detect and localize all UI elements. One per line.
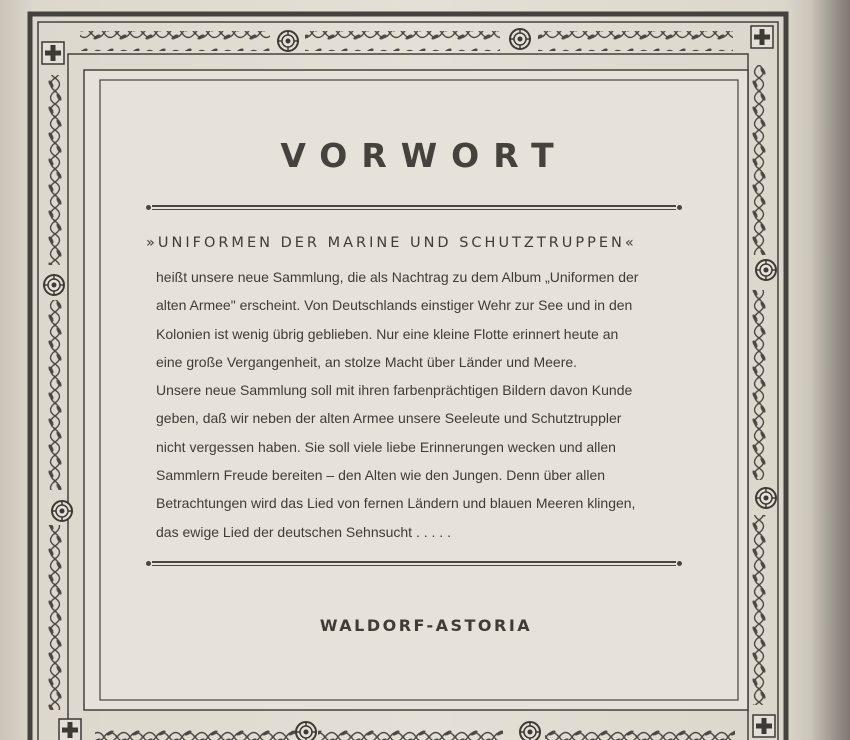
publisher-signature: WALDORF-ASTORIA	[319, 616, 533, 635]
text-line: das ewige Lied der deutschen Sehnsucht . . . . .	[156, 523, 451, 540]
bottom-divider	[146, 560, 682, 568]
preface-text	[156, 263, 686, 546]
text-line: geben, daß wir neben der alten Armee unsere Seeleute und Schutztruppler	[156, 410, 622, 427]
text-line: Betrachtungen wird das Lied von fernen Ländern und blauen Meeren klingen,	[156, 495, 636, 512]
page-edge-shadow	[810, 0, 850, 740]
text-line: nicht vergessen haben. Sie soll viele liebe Erinnerungen wecken und allen	[156, 438, 616, 455]
text-line: Sammlern Freude bereiten – den Alten wie den Jungen. Denn über allen	[156, 467, 606, 484]
collection-heading: »UNIFORMEN DER MARINE UND SCHUTZTRUPPEN«	[146, 235, 637, 251]
page-title: VORWORT	[280, 136, 568, 175]
preface-panel	[100, 80, 738, 700]
text-line: alten Armee" erscheint. Von Deutschlands einstiger Wehr zur See und in den	[156, 297, 633, 314]
top-divider	[146, 204, 682, 212]
text-line: Unsere neue Sammlung soll mit ihren farbenprächtigen Bildern davon Kunde	[156, 382, 633, 399]
text-line: Kolonien ist wenig übrig geblieben. Nur eine kleine Flotte erinnert heute an	[156, 325, 619, 342]
text-line: eine große Vergangenheit, an stolze Macht über Länder und Meere.	[156, 353, 578, 370]
text-line: heißt unsere neue Sammlung, die als Nachtrag zu dem Album „Uniformen der	[156, 269, 639, 285]
